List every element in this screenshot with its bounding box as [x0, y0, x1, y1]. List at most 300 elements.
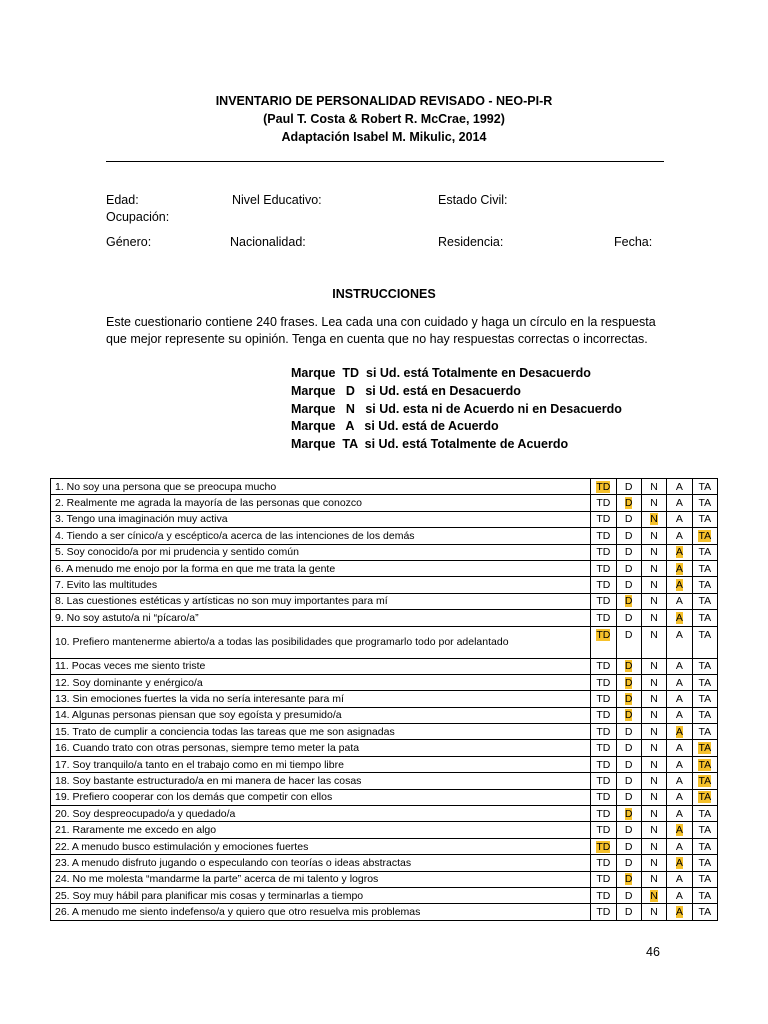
option-label: TD: [596, 513, 611, 526]
option-a[interactable]: [667, 707, 692, 723]
option-ta[interactable]: [692, 789, 717, 805]
option-label: D: [624, 709, 633, 722]
option-td[interactable]: [591, 544, 616, 560]
option-a[interactable]: [667, 528, 692, 544]
option-label: TD: [596, 742, 611, 755]
option-a[interactable]: [667, 838, 692, 854]
option-a[interactable]: [667, 724, 692, 740]
option-td[interactable]: [591, 528, 616, 544]
option-d[interactable]: [616, 871, 641, 887]
option-n[interactable]: [641, 871, 666, 887]
option-a[interactable]: [667, 773, 692, 789]
option-ta[interactable]: [692, 871, 717, 887]
table-row: [51, 838, 718, 854]
doc-adaptation: Adaptación Isabel M. Mikulic, 2014: [281, 130, 487, 144]
question-text: 19. Prefiero cooperar con los demás que competir con ellos: [51, 789, 591, 805]
option-n[interactable]: [641, 511, 666, 527]
option-label: D: [624, 513, 633, 526]
option-label: D: [624, 595, 633, 608]
option-n[interactable]: [641, 855, 666, 871]
option-d[interactable]: [616, 691, 641, 707]
option-label: D: [624, 497, 633, 510]
option-ta[interactable]: [692, 593, 717, 609]
option-label: TD: [596, 709, 611, 722]
option-n[interactable]: [641, 658, 666, 674]
option-a[interactable]: [667, 626, 692, 658]
option-label: N: [650, 791, 658, 804]
field-residencia: Residencia:: [438, 235, 504, 249]
question-text: 7. Evito las multitudes: [51, 577, 591, 593]
question-text: 24. No me molesta “mandarme la parte” acerca de mi talento y logros: [51, 871, 591, 887]
option-label: TA: [698, 840, 712, 853]
table-row: [51, 495, 718, 511]
option-label: TA: [698, 906, 712, 919]
option-label: D: [624, 692, 633, 705]
option-n[interactable]: [641, 707, 666, 723]
option-label: TD: [596, 529, 611, 542]
option-label: A: [675, 480, 683, 493]
option-td[interactable]: [591, 658, 616, 674]
option-d[interactable]: [616, 528, 641, 544]
table-row: [51, 593, 718, 609]
option-a[interactable]: [667, 855, 692, 871]
question-text: 6. A menudo me enojo por la forma en que me trata la gente: [51, 560, 591, 576]
table-row: [51, 806, 718, 822]
option-n[interactable]: [641, 773, 666, 789]
option-label: TA: [698, 497, 712, 510]
option-label: N: [650, 513, 658, 526]
option-ta[interactable]: [692, 740, 717, 756]
legend-d: Marque D si Ud. está en Desacuerdo: [291, 383, 521, 398]
option-label: A: [675, 611, 683, 624]
option-n[interactable]: [641, 674, 666, 690]
question-text: 12. Soy dominante y enérgico/a: [51, 674, 591, 690]
option-d[interactable]: [616, 610, 641, 626]
option-ta[interactable]: [692, 904, 717, 920]
option-d[interactable]: [616, 626, 641, 658]
table-row: [51, 528, 718, 544]
option-d[interactable]: [616, 674, 641, 690]
option-label: A: [675, 628, 683, 641]
option-label: D: [624, 546, 633, 559]
option-td[interactable]: [591, 773, 616, 789]
option-label: A: [675, 595, 683, 608]
table-row: [51, 855, 718, 871]
option-ta[interactable]: [692, 838, 717, 854]
option-label: N: [650, 529, 658, 542]
option-label: TA: [698, 709, 712, 722]
option-d[interactable]: [616, 789, 641, 805]
question-text: 13. Sin emociones fuertes la vida no sería interesante para mí: [51, 691, 591, 707]
question-text: 4. Tiendo a ser cínico/a y escéptico/a acerca de las intenciones de los demás: [51, 528, 591, 544]
option-label: TD: [596, 873, 611, 886]
option-n[interactable]: [641, 479, 666, 495]
table-row: [51, 724, 718, 740]
option-a[interactable]: [667, 887, 692, 903]
option-label: A: [675, 562, 683, 575]
option-d[interactable]: [616, 740, 641, 756]
option-n[interactable]: [641, 756, 666, 772]
option-td[interactable]: [591, 855, 616, 871]
doc-authors: (Paul T. Costa & Robert R. McCrae, 1992): [263, 112, 505, 126]
option-label: TD: [596, 906, 611, 919]
question-text: 15. Trato de cumplir a conciencia todas las tareas que me son asignadas: [51, 724, 591, 740]
option-a[interactable]: [667, 495, 692, 511]
option-n[interactable]: [641, 789, 666, 805]
field-estado-civil: Estado Civil:: [438, 193, 508, 207]
table-row: [51, 544, 718, 560]
legend-n: Marque N si Ud. esta ni de Acuerdo ni en Desacuerdo: [291, 401, 622, 416]
option-n[interactable]: [641, 806, 666, 822]
table-row: [51, 610, 718, 626]
table-row: [51, 871, 718, 887]
option-n[interactable]: [641, 544, 666, 560]
option-ta[interactable]: [692, 822, 717, 838]
option-ta[interactable]: [692, 528, 717, 544]
option-d[interactable]: [616, 577, 641, 593]
option-ta[interactable]: [692, 773, 717, 789]
option-label: TD: [596, 660, 611, 673]
option-label: TA: [698, 758, 712, 771]
option-label: A: [675, 497, 683, 510]
table-row: [51, 707, 718, 723]
option-label: TA: [698, 660, 712, 673]
option-n[interactable]: [641, 577, 666, 593]
option-ta[interactable]: [692, 691, 717, 707]
field-nacionalidad: Nacionalidad:: [230, 235, 306, 249]
option-ta[interactable]: [692, 560, 717, 576]
option-label: TA: [698, 513, 712, 526]
option-label: D: [624, 676, 633, 689]
option-label: A: [675, 873, 683, 886]
option-td[interactable]: [591, 822, 616, 838]
option-label: TA: [698, 628, 712, 641]
table-row: [51, 789, 718, 805]
option-ta[interactable]: [692, 511, 717, 527]
option-a[interactable]: [667, 511, 692, 527]
option-ta[interactable]: [692, 658, 717, 674]
option-label: D: [624, 840, 633, 853]
option-n[interactable]: [641, 691, 666, 707]
option-n[interactable]: [641, 560, 666, 576]
option-d[interactable]: [616, 904, 641, 920]
option-label: TA: [698, 546, 712, 559]
option-td[interactable]: [591, 626, 616, 658]
option-label: TD: [596, 889, 611, 902]
option-td[interactable]: [591, 560, 616, 576]
option-a[interactable]: [667, 544, 692, 560]
option-td[interactable]: [591, 691, 616, 707]
option-a[interactable]: [667, 674, 692, 690]
option-label: D: [624, 774, 633, 787]
option-td[interactable]: [591, 610, 616, 626]
option-a[interactable]: [667, 822, 692, 838]
option-d[interactable]: [616, 855, 641, 871]
question-text: 3. Tengo una imaginación muy activa: [51, 511, 591, 527]
option-n[interactable]: [641, 838, 666, 854]
option-ta[interactable]: [692, 577, 717, 593]
option-td[interactable]: [591, 707, 616, 723]
option-label: TD: [596, 628, 611, 641]
option-d[interactable]: [616, 806, 641, 822]
option-d[interactable]: [616, 544, 641, 560]
option-label: TD: [596, 480, 611, 493]
question-text: 23. A menudo disfruto jugando o especulando con teorías o ideas abstractas: [51, 855, 591, 871]
option-label: N: [650, 807, 658, 820]
question-text: 17. Soy tranquilo/a tanto en el trabajo como en mi tiempo libre: [51, 756, 591, 772]
option-label: N: [650, 906, 658, 919]
option-label: TA: [698, 595, 712, 608]
option-label: TA: [698, 611, 712, 624]
table-row: [51, 691, 718, 707]
option-label: N: [650, 628, 658, 641]
option-a[interactable]: [667, 658, 692, 674]
option-label: TA: [698, 579, 712, 592]
option-td[interactable]: [591, 806, 616, 822]
option-label: N: [650, 676, 658, 689]
option-a[interactable]: [667, 593, 692, 609]
table-row: [51, 904, 718, 920]
option-a[interactable]: [667, 577, 692, 593]
option-n[interactable]: [641, 887, 666, 903]
option-d[interactable]: [616, 495, 641, 511]
option-label: N: [650, 562, 658, 575]
option-n[interactable]: [641, 528, 666, 544]
table-row: [51, 658, 718, 674]
option-td[interactable]: [591, 593, 616, 609]
table-row: [51, 887, 718, 903]
option-label: D: [624, 480, 633, 493]
option-label: TA: [698, 791, 712, 804]
question-text: 25. Soy muy hábil para planificar mis cosas y terminarlas a tiempo: [51, 887, 591, 903]
option-label: N: [650, 840, 658, 853]
option-ta[interactable]: [692, 806, 717, 822]
option-label: TA: [698, 480, 712, 493]
option-d[interactable]: [616, 724, 641, 740]
option-d[interactable]: [616, 560, 641, 576]
option-td[interactable]: [591, 479, 616, 495]
option-label: D: [624, 579, 633, 592]
option-a[interactable]: [667, 789, 692, 805]
option-label: A: [675, 546, 683, 559]
option-n[interactable]: [641, 740, 666, 756]
option-label: D: [624, 807, 633, 820]
option-td[interactable]: [591, 904, 616, 920]
option-n[interactable]: [641, 822, 666, 838]
option-label: D: [624, 660, 633, 673]
option-label: TA: [698, 725, 712, 738]
option-label: D: [624, 742, 633, 755]
option-a[interactable]: [667, 691, 692, 707]
option-label: A: [675, 660, 683, 673]
option-label: A: [675, 889, 683, 902]
option-ta[interactable]: [692, 626, 717, 658]
option-td[interactable]: [591, 511, 616, 527]
table-row: [51, 773, 718, 789]
option-label: A: [675, 906, 683, 919]
option-label: D: [624, 611, 633, 624]
option-td[interactable]: [591, 756, 616, 772]
option-a[interactable]: [667, 904, 692, 920]
option-a[interactable]: [667, 806, 692, 822]
option-label: N: [650, 579, 658, 592]
marking-legend: [291, 365, 622, 454]
option-td[interactable]: [591, 674, 616, 690]
option-d[interactable]: [616, 593, 641, 609]
option-a[interactable]: [667, 560, 692, 576]
option-a[interactable]: [667, 871, 692, 887]
option-label: TD: [596, 692, 611, 705]
option-d[interactable]: [616, 658, 641, 674]
option-label: A: [675, 774, 683, 787]
option-label: A: [675, 856, 683, 869]
option-td[interactable]: [591, 724, 616, 740]
option-label: N: [650, 758, 658, 771]
option-label: TA: [698, 692, 712, 705]
option-label: N: [650, 692, 658, 705]
option-label: TD: [596, 595, 611, 608]
option-ta[interactable]: [692, 544, 717, 560]
option-label: A: [675, 758, 683, 771]
table-row: [51, 740, 718, 756]
option-label: TD: [596, 562, 611, 575]
option-label: N: [650, 889, 658, 902]
option-label: A: [675, 529, 683, 542]
questionnaire-table: [50, 478, 718, 921]
option-td[interactable]: [591, 887, 616, 903]
option-d[interactable]: [616, 756, 641, 772]
table-row: [51, 511, 718, 527]
option-n[interactable]: [641, 610, 666, 626]
instructions-text: Este cuestionario contiene 240 frases. Lea cada una con cuidado y haga un círculo en la respuesta que mejor represente su opinión. Tenga en cuenta que no hay respuestas correctas o incorrectas.: [106, 315, 656, 346]
option-td[interactable]: [591, 789, 616, 805]
option-d[interactable]: [616, 887, 641, 903]
table-row: [51, 822, 718, 838]
option-td[interactable]: [591, 871, 616, 887]
field-fecha: Fecha:: [614, 235, 653, 249]
option-d[interactable]: [616, 479, 641, 495]
option-a[interactable]: [667, 610, 692, 626]
option-n[interactable]: [641, 593, 666, 609]
option-td[interactable]: [591, 495, 616, 511]
question-text: 21. Raramente me excedo en algo: [51, 822, 591, 838]
option-ta[interactable]: [692, 887, 717, 903]
option-label: TD: [596, 676, 611, 689]
option-td[interactable]: [591, 740, 616, 756]
option-label: A: [675, 807, 683, 820]
question-text: 10. Prefiero mantenerme abierto/a a todas las posibilidades que programarlo todo por adelantado: [51, 626, 591, 658]
option-d[interactable]: [616, 707, 641, 723]
option-a[interactable]: [667, 479, 692, 495]
option-label: TD: [596, 497, 611, 510]
option-label: D: [624, 824, 633, 837]
option-d[interactable]: [616, 773, 641, 789]
option-label: A: [675, 725, 683, 738]
option-label: D: [624, 889, 633, 902]
question-text: 26. A menudo me siento indefenso/a y quiero que otro resuelva mis problemas: [51, 904, 591, 920]
option-label: TD: [596, 807, 611, 820]
question-text: 9. No soy astuto/a ni “pícaro/a”: [51, 610, 591, 626]
option-label: N: [650, 480, 658, 493]
option-label: A: [675, 709, 683, 722]
option-n[interactable]: [641, 904, 666, 920]
option-label: A: [675, 742, 683, 755]
option-label: D: [624, 856, 633, 869]
option-label: A: [675, 579, 683, 592]
question-text: 22. A menudo busco estimulación y emociones fuertes: [51, 838, 591, 854]
option-td[interactable]: [591, 577, 616, 593]
option-d[interactable]: [616, 822, 641, 838]
option-n[interactable]: [641, 724, 666, 740]
option-label: A: [675, 513, 683, 526]
instructions-title: INSTRUCCIONES: [332, 287, 436, 301]
doc-title: INVENTARIO DE PERSONALIDAD REVISADO - NEO-PI-R: [215, 94, 553, 108]
option-label: TA: [698, 562, 712, 575]
field-nivel-educativo: Nivel Educativo:: [232, 193, 322, 207]
option-label: D: [624, 562, 633, 575]
option-label: TA: [698, 873, 712, 886]
option-label: N: [650, 611, 658, 624]
table-row: [51, 577, 718, 593]
option-label: TA: [698, 774, 712, 787]
question-text: 5. Soy conocido/a por mi prudencia y sentido común: [51, 544, 591, 560]
option-n[interactable]: [641, 495, 666, 511]
option-label: TD: [596, 774, 611, 787]
option-label: TD: [596, 758, 611, 771]
option-label: N: [650, 709, 658, 722]
field-edad: Edad:: [106, 193, 139, 207]
option-label: N: [650, 660, 658, 673]
option-label: N: [650, 725, 658, 738]
table-row: [51, 756, 718, 772]
option-ta[interactable]: [692, 674, 717, 690]
option-label: TD: [596, 840, 611, 853]
option-label: A: [675, 791, 683, 804]
legend-td: Marque TD si Ud. está Totalmente en Desacuerdo: [291, 366, 591, 380]
option-label: TD: [596, 546, 611, 559]
option-ta[interactable]: [692, 707, 717, 723]
option-label: TD: [596, 725, 611, 738]
option-ta[interactable]: [692, 855, 717, 871]
option-a[interactable]: [667, 756, 692, 772]
option-ta[interactable]: [692, 724, 717, 740]
option-label: N: [650, 742, 658, 755]
table-row: [51, 674, 718, 690]
option-n[interactable]: [641, 626, 666, 658]
option-label: A: [675, 676, 683, 689]
option-label: N: [650, 546, 658, 559]
option-ta[interactable]: [692, 610, 717, 626]
document-header: [0, 92, 768, 146]
option-ta[interactable]: [692, 495, 717, 511]
option-ta[interactable]: [692, 479, 717, 495]
question-text: 1. No soy una persona que se preocupa mucho: [51, 479, 591, 495]
option-label: N: [650, 497, 658, 510]
option-label: TD: [596, 611, 611, 624]
option-label: TA: [698, 676, 712, 689]
table-row: [51, 479, 718, 495]
option-d[interactable]: [616, 511, 641, 527]
option-label: TD: [596, 824, 611, 837]
option-label: A: [675, 692, 683, 705]
option-ta[interactable]: [692, 756, 717, 772]
option-a[interactable]: [667, 740, 692, 756]
option-label: TD: [596, 579, 611, 592]
option-label: D: [624, 906, 633, 919]
field-genero: Género:: [106, 235, 152, 249]
option-d[interactable]: [616, 838, 641, 854]
option-td[interactable]: [591, 838, 616, 854]
